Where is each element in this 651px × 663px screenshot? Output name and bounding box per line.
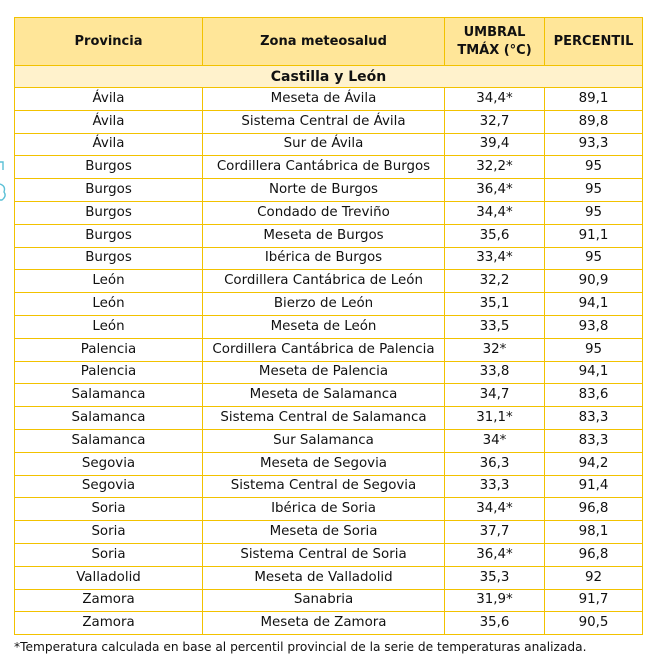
cell-percentil: 95 <box>545 156 643 179</box>
cell-provincia: Valladolid <box>15 566 203 589</box>
cell-zona: Condado de Treviño <box>203 201 445 224</box>
cell-zona: Cordillera Cantábrica de Palencia <box>203 338 445 361</box>
cell-provincia: León <box>15 315 203 338</box>
cell-percentil: 96,8 <box>545 543 643 566</box>
cell-zona: Meseta de Salamanca <box>203 384 445 407</box>
cell-zona: Ibérica de Burgos <box>203 247 445 270</box>
cell-umbral: 35,6 <box>445 224 545 247</box>
cell-umbral: 31,9* <box>445 589 545 612</box>
cell-zona: Meseta de Segovia <box>203 452 445 475</box>
cell-percentil: 95 <box>545 338 643 361</box>
cell-umbral: 34* <box>445 429 545 452</box>
umbrales-table-container <box>14 17 642 635</box>
table-row <box>15 224 643 247</box>
cell-umbral: 36,4* <box>445 543 545 566</box>
header-percentil: PERCENTIL <box>545 18 643 66</box>
cell-zona: Cordillera Cantábrica de León <box>203 270 445 293</box>
cell-percentil: 89,8 <box>545 110 643 133</box>
table-row <box>15 361 643 384</box>
cell-umbral: 34,7 <box>445 384 545 407</box>
cell-provincia: Palencia <box>15 338 203 361</box>
header-umbral <box>445 18 545 66</box>
cell-provincia: Burgos <box>15 247 203 270</box>
cell-percentil: 93,3 <box>545 133 643 156</box>
cell-umbral: 35,1 <box>445 293 545 316</box>
cell-percentil: 90,9 <box>545 270 643 293</box>
cell-provincia: Salamanca <box>15 429 203 452</box>
cell-zona: Sur de Ávila <box>203 133 445 156</box>
cell-percentil: 90,5 <box>545 612 643 635</box>
cell-percentil: 95 <box>545 247 643 270</box>
cell-provincia: Soria <box>15 498 203 521</box>
region-row <box>15 66 643 88</box>
cell-zona: Cordillera Cantábrica de Burgos <box>203 156 445 179</box>
cell-umbral: 32,2 <box>445 270 545 293</box>
cell-zona: Meseta de Soria <box>203 521 445 544</box>
cell-umbral: 37,7 <box>445 521 545 544</box>
cell-umbral: 34,4* <box>445 201 545 224</box>
table-row <box>15 521 643 544</box>
cell-umbral: 33,3 <box>445 475 545 498</box>
table-row <box>15 407 643 430</box>
cell-umbral: 36,3 <box>445 452 545 475</box>
cell-provincia: León <box>15 270 203 293</box>
table-row <box>15 384 643 407</box>
cell-provincia: Ávila <box>15 88 203 111</box>
cell-provincia: Segovia <box>15 475 203 498</box>
table-row <box>15 498 643 521</box>
cell-percentil: 94,1 <box>545 361 643 384</box>
cell-zona: Ibérica de Soria <box>203 498 445 521</box>
cell-zona: Norte de Burgos <box>203 179 445 202</box>
region-label: Castilla y León <box>15 66 643 88</box>
table-row <box>15 270 643 293</box>
cell-provincia: Soria <box>15 521 203 544</box>
table-row <box>15 315 643 338</box>
header-provincia: Provincia <box>15 18 203 66</box>
cell-zona: Sanabria <box>203 589 445 612</box>
table-row <box>15 293 643 316</box>
cell-provincia: Burgos <box>15 156 203 179</box>
cell-provincia: Soria <box>15 543 203 566</box>
footnote: *Temperatura calculada en base al percentil provincial de la serie de temperaturas analizada. <box>14 640 587 654</box>
table-row <box>15 201 643 224</box>
cell-provincia: Salamanca <box>15 407 203 430</box>
table-row <box>15 179 643 202</box>
cell-zona: Meseta de León <box>203 315 445 338</box>
cell-percentil: 96,8 <box>545 498 643 521</box>
cell-umbral: 32* <box>445 338 545 361</box>
cell-percentil: 98,1 <box>545 521 643 544</box>
cell-zona: Bierzo de León <box>203 293 445 316</box>
cell-percentil: 92 <box>545 566 643 589</box>
cell-umbral: 35,3 <box>445 566 545 589</box>
cell-provincia: Salamanca <box>15 384 203 407</box>
cell-provincia: Burgos <box>15 201 203 224</box>
cell-provincia: Zamora <box>15 589 203 612</box>
cell-zona: Sur Salamanca <box>203 429 445 452</box>
cell-zona: Meseta de Ávila <box>203 88 445 111</box>
cell-zona: Sistema Central de Segovia <box>203 475 445 498</box>
cell-umbral: 33,4* <box>445 247 545 270</box>
cell-percentil: 83,6 <box>545 384 643 407</box>
cell-percentil: 93,8 <box>545 315 643 338</box>
cell-umbral: 34,4* <box>445 88 545 111</box>
cell-umbral: 34,4* <box>445 498 545 521</box>
cell-umbral: 32,7 <box>445 110 545 133</box>
cell-provincia: Palencia <box>15 361 203 384</box>
header-umbral-line2: TMÁX (°C) <box>457 42 532 58</box>
cell-percentil: 94,1 <box>545 293 643 316</box>
table-row <box>15 110 643 133</box>
table-row <box>15 566 643 589</box>
cell-percentil: 89,1 <box>545 88 643 111</box>
table-row <box>15 589 643 612</box>
cell-provincia: Segovia <box>15 452 203 475</box>
cell-zona: Sistema Central de Salamanca <box>203 407 445 430</box>
table-row <box>15 247 643 270</box>
cell-percentil: 91,1 <box>545 224 643 247</box>
cell-percentil: 83,3 <box>545 407 643 430</box>
cell-provincia: Zamora <box>15 612 203 635</box>
table-row <box>15 88 643 111</box>
cell-umbral: 32,2* <box>445 156 545 179</box>
table-header-row <box>15 18 643 66</box>
table-row <box>15 612 643 635</box>
cell-zona: Sistema Central de Ávila <box>203 110 445 133</box>
cell-percentil: 91,7 <box>545 589 643 612</box>
cell-provincia: León <box>15 293 203 316</box>
cell-percentil: 91,4 <box>545 475 643 498</box>
cell-umbral: 39,4 <box>445 133 545 156</box>
table-row <box>15 452 643 475</box>
cell-zona: Meseta de Palencia <box>203 361 445 384</box>
cell-zona: Meseta de Zamora <box>203 612 445 635</box>
cell-provincia: Burgos <box>15 179 203 202</box>
cell-umbral: 33,8 <box>445 361 545 384</box>
cell-zona: Sistema Central de Soria <box>203 543 445 566</box>
table-row <box>15 338 643 361</box>
table-row <box>15 156 643 179</box>
cell-percentil: 95 <box>545 179 643 202</box>
cell-provincia: Ávila <box>15 133 203 156</box>
table-row <box>15 429 643 452</box>
cell-provincia: Burgos <box>15 224 203 247</box>
cell-percentil: 94,2 <box>545 452 643 475</box>
cell-umbral: 36,4* <box>445 179 545 202</box>
cell-umbral: 31,1* <box>445 407 545 430</box>
cell-percentil: 83,3 <box>545 429 643 452</box>
cell-zona: Meseta de Valladolid <box>203 566 445 589</box>
partial-cyan-shape-icon <box>0 160 8 208</box>
header-umbral-line1: UMBRAL <box>463 24 526 40</box>
cell-zona: Meseta de Burgos <box>203 224 445 247</box>
cell-umbral: 35,6 <box>445 612 545 635</box>
table-row <box>15 543 643 566</box>
table-row <box>15 475 643 498</box>
cell-provincia: Ávila <box>15 110 203 133</box>
cell-umbral: 33,5 <box>445 315 545 338</box>
cell-percentil: 95 <box>545 201 643 224</box>
umbrales-table <box>14 17 643 635</box>
header-zona: Zona meteosalud <box>203 18 445 66</box>
table-row <box>15 133 643 156</box>
